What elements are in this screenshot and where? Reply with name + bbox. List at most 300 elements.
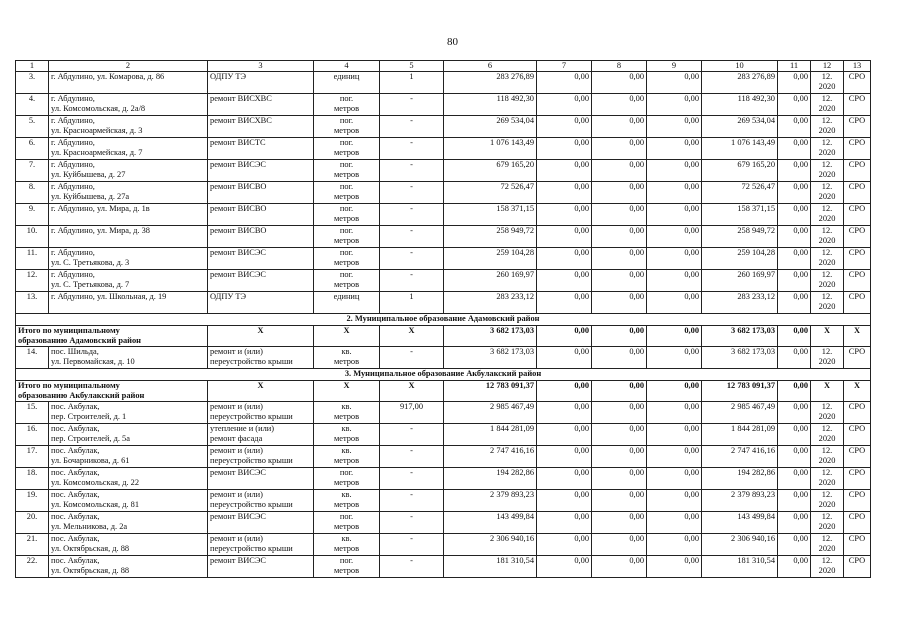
fund-owners (702, 556, 778, 578)
unit (314, 292, 380, 314)
work-type-text: ремонт ВИСЭС (210, 160, 266, 169)
organization (844, 204, 871, 226)
table-row (16, 72, 871, 94)
table-row (16, 204, 871, 226)
table-row (16, 534, 871, 556)
fund-federal (537, 556, 592, 578)
fund-owners-text: 1 844 281,09 (731, 424, 775, 433)
deadline (811, 556, 844, 578)
unit-text: метров (333, 521, 360, 531)
cost-text: 118 492,30 (496, 94, 534, 103)
organization (844, 94, 871, 116)
work-type-text: ремонт ВИСЭС (210, 248, 266, 257)
fund-other (778, 182, 811, 204)
cost (444, 534, 537, 556)
deadline-text: 12. (821, 94, 833, 103)
row-number (16, 116, 49, 138)
total-x-text: X (408, 326, 415, 335)
total-cost (444, 326, 537, 347)
cost-text: 259 104,28 (496, 248, 534, 257)
fund-owners-text: 258 949,72 (737, 226, 775, 235)
fund-regional (592, 160, 647, 182)
row-number-text: 19. (26, 490, 38, 499)
address-text: г. Абдулино, (51, 248, 95, 257)
fund-other-text: 0,00 (793, 468, 808, 477)
fund-other-text: 0,00 (793, 556, 808, 565)
fund-federal (537, 446, 592, 468)
fund-local (647, 292, 702, 314)
fund-owners-text: 2 747 416,16 (731, 446, 775, 455)
fund-federal-text: 0,00 (574, 556, 589, 565)
total-fund-regional (592, 326, 647, 347)
work-type (208, 534, 314, 556)
fund-other (778, 446, 811, 468)
cost (444, 204, 537, 226)
fund-regional (592, 490, 647, 512)
unit (314, 556, 380, 578)
deadline-text: 2020 (818, 433, 836, 443)
column-number-row (16, 61, 871, 72)
cost (444, 270, 537, 292)
address-text: ул. Мельникова, д. 2а (51, 521, 128, 531)
fund-local-text: 0,00 (684, 347, 699, 356)
quantity-text: - (410, 270, 413, 279)
total-x-text: X (343, 381, 350, 390)
table-row (16, 116, 871, 138)
work-type (208, 556, 314, 578)
work-type (208, 182, 314, 204)
cost-text: 260 169,97 (496, 270, 534, 279)
fund-federal-text: 0,00 (574, 94, 589, 103)
address-text: г. Абдулино, (51, 160, 95, 169)
fund-federal (537, 468, 592, 490)
deadline-text: 12. (821, 556, 833, 565)
address-text: ул. С. Третьякова, д. 3 (51, 257, 130, 267)
column-number: 11 (778, 61, 811, 72)
total-x (844, 326, 871, 347)
address-text: ул. Красноармейская, д. 3 (51, 125, 143, 135)
address (49, 347, 208, 369)
section-title-text: 3. Муниципальное образование Акбулакский район (344, 369, 542, 378)
deadline-text: 2020 (818, 235, 836, 245)
fund-owners (702, 270, 778, 292)
quantity-text: - (410, 446, 413, 455)
fund-federal (537, 94, 592, 116)
total-cost-text: 12 783 091,37 (485, 381, 534, 390)
address-text: ул. Красноармейская, д. 7 (51, 147, 143, 157)
fund-owners (702, 248, 778, 270)
fund-federal (537, 72, 592, 94)
deadline-text: 12. (821, 490, 833, 499)
deadline (811, 94, 844, 116)
fund-regional-text: 0,00 (629, 204, 644, 213)
address-text: ул. Бочарникова, д. 61 (51, 455, 130, 465)
deadline-text: 12. (821, 226, 833, 235)
fund-other-text: 0,00 (793, 292, 808, 301)
fund-local-text: 0,00 (684, 490, 699, 499)
work-type-text: утепление и (или) (210, 424, 275, 433)
organization-text: СРО (848, 446, 866, 455)
cost-text: 269 534,04 (496, 116, 534, 125)
row-number-text: 13. (26, 292, 38, 301)
fund-federal-text: 0,00 (574, 138, 589, 147)
work-type (208, 248, 314, 270)
fund-federal-text: 0,00 (574, 248, 589, 257)
deadline (811, 116, 844, 138)
quantity (380, 94, 444, 116)
table-row (16, 468, 871, 490)
deadline-text: 12. (821, 116, 833, 125)
unit-text: метров (333, 279, 360, 289)
unit-text: пог. (339, 138, 354, 147)
fund-federal (537, 160, 592, 182)
total-x (314, 326, 380, 347)
quantity (380, 347, 444, 369)
cost (444, 116, 537, 138)
fund-other-text: 0,00 (793, 424, 808, 433)
unit (314, 72, 380, 94)
row-number (16, 94, 49, 116)
unit (314, 490, 380, 512)
fund-regional (592, 72, 647, 94)
fund-regional (592, 347, 647, 369)
table-row (16, 556, 871, 578)
quantity-text: - (410, 347, 413, 356)
work-type (208, 402, 314, 424)
row-number-text: 12. (26, 270, 38, 279)
organization-text: СРО (848, 160, 866, 169)
quantity (380, 402, 444, 424)
fund-regional (592, 226, 647, 248)
unit-text: пог. (339, 116, 354, 125)
fund-federal-text: 0,00 (574, 116, 589, 125)
table-row (16, 490, 871, 512)
fund-other (778, 72, 811, 94)
cost (444, 138, 537, 160)
deadline (811, 204, 844, 226)
organization-text: СРО (848, 347, 866, 356)
fund-owners-text: 2 379 893,23 (731, 490, 775, 499)
fund-federal-text: 0,00 (574, 182, 589, 191)
fund-regional-text: 0,00 (629, 347, 644, 356)
fund-local (647, 270, 702, 292)
address-text: ул. Куйбышева, д. 27а (51, 191, 130, 201)
fund-local-text: 0,00 (684, 204, 699, 213)
total-label (16, 326, 208, 347)
fund-local-text: 0,00 (684, 402, 699, 411)
unit-text: кв. (341, 347, 352, 356)
work-type (208, 468, 314, 490)
unit-text: пог. (339, 182, 354, 191)
fund-local-text: 0,00 (684, 226, 699, 235)
deadline-text: 2020 (818, 125, 836, 135)
row-number (16, 468, 49, 490)
fund-federal-text: 0,00 (574, 424, 589, 433)
address-text: пос. Акбулак, (51, 402, 100, 411)
fund-local (647, 468, 702, 490)
deadline-text: 2020 (818, 565, 836, 575)
fund-regional (592, 402, 647, 424)
row-number (16, 138, 49, 160)
cost-text: 158 371,15 (496, 204, 534, 213)
fund-local (647, 204, 702, 226)
column-number: 12 (811, 61, 844, 72)
address-text: пос. Акбулак, (51, 468, 100, 477)
fund-federal (537, 182, 592, 204)
quantity-text: - (410, 116, 413, 125)
column-number: 4 (314, 61, 380, 72)
deadline-text: 12. (821, 204, 833, 213)
fund-regional-text: 0,00 (629, 94, 644, 103)
fund-other-text: 0,00 (793, 490, 808, 499)
work-type (208, 292, 314, 314)
fund-federal (537, 512, 592, 534)
fund-owners (702, 116, 778, 138)
table-body (16, 61, 871, 578)
address-text: г. Абдулино, (51, 182, 95, 191)
fund-owners-text: 2 985 467,49 (731, 402, 775, 411)
fund-local (647, 160, 702, 182)
organization-text: СРО (848, 424, 866, 433)
work-type-text: ремонт фасада (210, 433, 263, 443)
fund-regional-text: 0,00 (629, 402, 644, 411)
fund-owners (702, 292, 778, 314)
work-type-text: ремонт ВИСТС (210, 138, 266, 147)
work-type-text: переустройство крыши (210, 455, 293, 465)
address-text: пер. Строителей, д. 1 (51, 411, 127, 421)
fund-owners-text: 283 276,89 (737, 72, 775, 81)
quantity (380, 270, 444, 292)
quantity (380, 226, 444, 248)
organization-text: СРО (848, 270, 866, 279)
fund-other (778, 512, 811, 534)
address (49, 116, 208, 138)
total-x-text: X (408, 381, 415, 390)
quantity (380, 468, 444, 490)
row-number (16, 182, 49, 204)
organization-text: СРО (848, 94, 866, 103)
total-x (844, 381, 871, 402)
fund-other (778, 347, 811, 369)
column-number: 2 (49, 61, 208, 72)
cost-text: 194 282,86 (496, 468, 534, 477)
quantity (380, 490, 444, 512)
row-number (16, 72, 49, 94)
fund-regional (592, 468, 647, 490)
address-text: г. Абдулино, (51, 94, 95, 103)
unit-text: метров (333, 433, 360, 443)
deadline (811, 138, 844, 160)
total-x (208, 326, 314, 347)
total-x-text: X (257, 326, 264, 335)
cost (444, 468, 537, 490)
column-number: 8 (592, 61, 647, 72)
table-row (16, 248, 871, 270)
fund-regional-text: 0,00 (629, 160, 644, 169)
fund-owners-text: 1 076 143,49 (731, 138, 775, 147)
total-label-text: образованию Адамовский район (18, 335, 142, 345)
unit-text: пог. (339, 270, 354, 279)
cost-text: 1 076 143,49 (490, 138, 534, 147)
work-type-text: ремонт ВИСВО (210, 226, 267, 235)
quantity-text: 1 (409, 72, 414, 81)
row-number-text: 8. (28, 182, 36, 191)
work-type-text: ремонт и (или) (210, 347, 263, 356)
total-fund-federal-text: 0,00 (574, 326, 589, 335)
address-text: г. Абдулино, ул. Мира, д. 1в (51, 204, 150, 213)
row-number-text: 17. (26, 446, 38, 455)
deadline (811, 292, 844, 314)
fund-regional-text: 0,00 (629, 270, 644, 279)
row-number-text: 4. (28, 94, 36, 103)
total-fund-other-text: 0,00 (793, 381, 808, 390)
fund-other-text: 0,00 (793, 138, 808, 147)
fund-regional-text: 0,00 (629, 292, 644, 301)
total-x (314, 381, 380, 402)
address (49, 138, 208, 160)
organization (844, 72, 871, 94)
deadline-text: 2020 (818, 147, 836, 157)
cost-text: 2 306 940,16 (490, 534, 534, 543)
total-fund-local-text: 0,00 (684, 381, 699, 390)
quantity (380, 248, 444, 270)
unit-text: пог. (339, 468, 354, 477)
fund-local-text: 0,00 (684, 556, 699, 565)
cost-text: 72 526,47 (500, 182, 534, 191)
fund-other-text: 0,00 (793, 226, 808, 235)
fund-federal-text: 0,00 (574, 292, 589, 301)
fund-other-text: 0,00 (793, 347, 808, 356)
organization (844, 292, 871, 314)
fund-other (778, 160, 811, 182)
fund-other-text: 0,00 (793, 446, 808, 455)
row-number-text: 20. (26, 512, 38, 521)
work-type (208, 72, 314, 94)
work-type (208, 116, 314, 138)
unit-text: единиц (333, 292, 360, 301)
total-fund-other-text: 0,00 (793, 326, 808, 335)
fund-other (778, 138, 811, 160)
address-text: ул. Комсомольская, д. 81 (51, 499, 140, 509)
address-text: ул. С. Третьякова, д. 7 (51, 279, 130, 289)
deadline-text: 12. (821, 138, 833, 147)
work-type (208, 204, 314, 226)
row-number (16, 248, 49, 270)
deadline-text: 12. (821, 402, 833, 411)
row-number-text: 16. (26, 424, 38, 433)
total-x (811, 326, 844, 347)
address-text: ул. Октябрьская, д. 88 (51, 565, 130, 575)
row-number-text: 22. (26, 556, 38, 565)
column-number: 13 (844, 61, 871, 72)
work-type-text: переустройство крыши (210, 499, 293, 509)
unit (314, 94, 380, 116)
fund-other (778, 490, 811, 512)
work-type-text: ремонт ВИСВО (210, 204, 267, 213)
fund-federal (537, 270, 592, 292)
fund-local-text: 0,00 (684, 116, 699, 125)
fund-local-text: 0,00 (684, 512, 699, 521)
deadline-text: 2020 (818, 301, 836, 311)
fund-regional-text: 0,00 (629, 226, 644, 235)
fund-local-text: 0,00 (684, 292, 699, 301)
table-row (16, 160, 871, 182)
fund-owners-text: 118 492,30 (737, 94, 775, 103)
row-number-text: 15. (26, 402, 38, 411)
organization-text: СРО (848, 468, 866, 477)
deadline-text: 12. (821, 72, 833, 81)
fund-regional (592, 556, 647, 578)
fund-owners-text: 269 534,04 (737, 116, 775, 125)
fund-other (778, 204, 811, 226)
unit-text: пог. (339, 512, 354, 521)
quantity-text: - (410, 138, 413, 147)
work-type-text: ремонт и (или) (210, 534, 263, 543)
fund-owners (702, 347, 778, 369)
unit (314, 138, 380, 160)
fund-owners-text: 158 371,15 (737, 204, 775, 213)
fund-regional (592, 248, 647, 270)
deadline-text: 12. (821, 512, 833, 521)
row-number-text: 10. (26, 226, 38, 235)
total-fund-federal (537, 381, 592, 402)
unit (314, 160, 380, 182)
deadline-text: 12. (821, 270, 833, 279)
fund-owners (702, 402, 778, 424)
organization (844, 226, 871, 248)
fund-other-text: 0,00 (793, 534, 808, 543)
unit (314, 248, 380, 270)
fund-regional-text: 0,00 (629, 116, 644, 125)
fund-federal-text: 0,00 (574, 402, 589, 411)
fund-owners-text: 72 526,47 (741, 182, 775, 191)
deadline-text: 2020 (818, 499, 836, 509)
total-fund-regional-text: 0,00 (629, 381, 644, 390)
address (49, 292, 208, 314)
cost (444, 292, 537, 314)
unit (314, 468, 380, 490)
fund-local-text: 0,00 (684, 270, 699, 279)
row-number (16, 446, 49, 468)
work-type (208, 490, 314, 512)
fund-owners-text: 143 499,84 (737, 512, 775, 521)
total-row (16, 381, 871, 402)
fund-owners-text: 3 682 173,03 (731, 347, 775, 356)
fund-federal-text: 0,00 (574, 446, 589, 455)
fund-owners (702, 160, 778, 182)
deadline (811, 402, 844, 424)
row-number (16, 292, 49, 314)
organization (844, 512, 871, 534)
fund-other-text: 0,00 (793, 204, 808, 213)
column-number: 3 (208, 61, 314, 72)
deadline-text: 12. (821, 424, 833, 433)
total-label-text: образованию Акбулакский район (18, 390, 145, 400)
fund-federal (537, 347, 592, 369)
fund-local (647, 402, 702, 424)
fund-federal (537, 292, 592, 314)
section-title (16, 369, 871, 381)
organization (844, 138, 871, 160)
unit-text: метров (333, 356, 360, 366)
fund-federal (537, 534, 592, 556)
table-row (16, 138, 871, 160)
table-row (16, 226, 871, 248)
organization-text: СРО (848, 556, 866, 565)
address-text: г. Абдулино, (51, 270, 95, 279)
fund-owners (702, 490, 778, 512)
fund-other-text: 0,00 (793, 160, 808, 169)
